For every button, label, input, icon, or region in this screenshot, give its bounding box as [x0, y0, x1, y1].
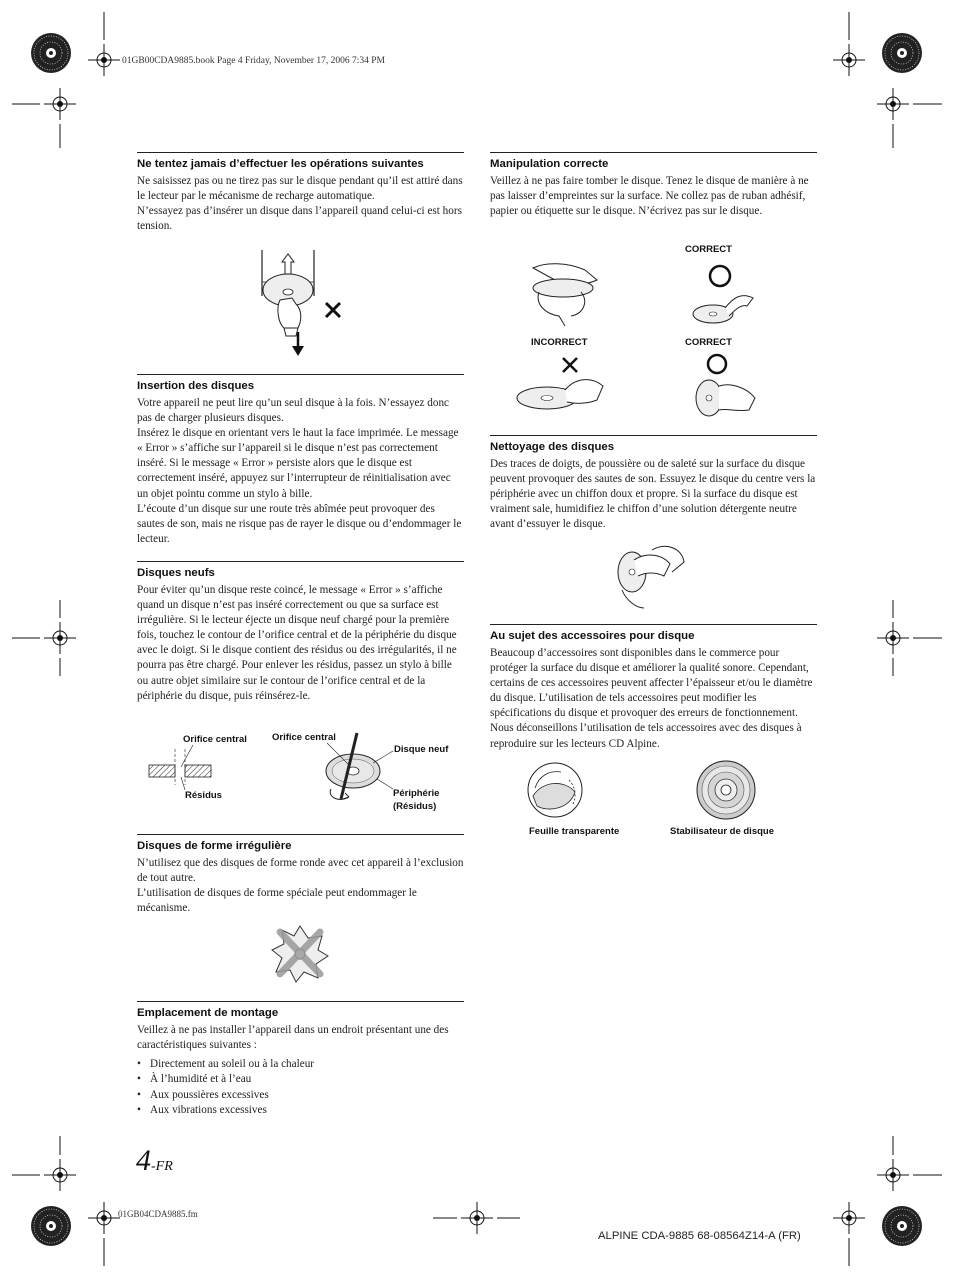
paragraph: Votre appareil ne peut lire qu’un seul disque à la fois. N’essayez donc pas de charger plusieurs disques.: [137, 397, 450, 425]
section-title-accessoires: Au sujet des accessoires pour disque: [490, 630, 695, 642]
list-item: • Aux poussières excessives: [137, 1088, 464, 1103]
figure-pull-disc-forbidden: [258, 248, 358, 358]
file-name: 01GB04CDA9885.fm: [118, 1209, 198, 1219]
figure-accessories: [525, 762, 765, 822]
fig-label-disque-neuf: Disque neuf: [394, 744, 449, 755]
paragraph: Beaucoup d’accessoires sont disponibles dans le commerce pour protéger la surface du disque et améliorer la qualité sonore. Cependant, certains de ces accessoires peuvent affecter l’épaisseur et/ou le diamètre du disque. L’utilisation de tels accessoires peut modifier les spécifications du disque et provoquer des erreurs de fonctionnement. Nous déconseillons l’utilisation de tels accessoires avec des disques à reproduire sur les lecteurs CD Alpine.: [490, 647, 813, 750]
fig-label-correct: CORRECT: [685, 337, 732, 348]
right-column-s1: [490, 152, 817, 219]
paragraph: Ne saisissez pas ou ne tirez pas sur le disque pendant qu’il est attiré dans le lecteur par le mécanisme de recharge automatique.: [137, 175, 463, 203]
left-column: [137, 152, 464, 234]
fig-label-residus: Résidus: [185, 790, 222, 801]
figure-handling: [515, 258, 775, 418]
fig-label-correct: CORRECT: [685, 244, 732, 255]
model-info: ALPINE CDA-9885 68-08564Z14-A (FR): [598, 1230, 801, 1242]
fig-label-stabilisateur: Stabilisateur de disque: [670, 826, 774, 837]
list-item: • Directement au soleil ou à la chaleur: [137, 1057, 464, 1072]
paragraph: Veillez à ne pas installer l’appareil dans un endroit présentant une des caractéristiques suivantes :: [137, 1024, 449, 1052]
paragraph: Insérez le disque en orientant vers le haut la face imprimée. Le message « Error » s’affiche sur l’appareil si le disque n’est pas correctement inséré. Si le message « Error » persiste alors que le disque est correctement inséré, appuyez sur l’interrupteur de réinitialisation avec un objet pointu comme un stylo à bille.: [137, 427, 459, 500]
fig-label-feuille-transparente: Feuille transparente: [529, 826, 620, 837]
left-column-s4: [137, 834, 464, 916]
page-number-suffix: -FR: [151, 1159, 173, 1174]
figure-disc-residues: [145, 745, 405, 815]
paragraph: N’utilisez que des disques de forme ronde avec cet appareil à l’exclusion de tout autre.: [137, 857, 464, 885]
page-number: [136, 1144, 173, 1178]
paragraph: L’utilisation de disques de forme spéciale peut endommager le mécanisme.: [137, 887, 417, 915]
section-title-forme-irreguliere: Disques de forme irrégulière: [137, 840, 292, 852]
figure-cleaning-disc: [612, 540, 692, 610]
page-number-digit: 4: [136, 1144, 151, 1177]
fig-label-peripherie-residus: (Résidus): [393, 801, 437, 812]
left-column-s5: [137, 1001, 464, 1118]
conditions-list: [137, 1057, 464, 1118]
section-title-manipulation: Manipulation correcte: [490, 158, 609, 170]
paragraph: N’essayez pas d’insérer un disque dans l’appareil quand celui-ci est hors tension.: [137, 205, 462, 233]
section-title-disques-neufs: Disques neufs: [137, 567, 215, 579]
paragraph: L’écoute d’un disque sur une route très abîmée peut provoquer des sautes de son, mais ne risque pas de rayer le disque ou d’endommager le lecteur.: [137, 502, 462, 545]
right-column-s3: [490, 624, 817, 752]
section-title-operations: Ne tentez jamais d’effectuer les opérations suivantes: [137, 158, 424, 170]
fig-label-peripherie: Périphérie: [393, 788, 440, 799]
list-item: • Aux vibrations excessives: [137, 1103, 464, 1118]
paragraph: Pour éviter qu’un disque reste coincé, le message « Error » s’affiche quand un disque n’est pas inséré correctement ou que sa surface est irrégulière. Si le lecteur éjecte un disque neuf chargé pour la première fois, touchez le contour de l’orifice central et de la périphérie du disque avec le doigt. Si le disque contient des résidus ou des irrégularités, il ne pourra pas être chargé. Pour enlever les résidus, passez un stylo à bille ou autre objet similaire sur le contour de l’orifice central et de la périphérie du disque, puis réinsérez-le.: [137, 584, 457, 702]
section-title-nettoyage: Nettoyage des disques: [490, 441, 615, 453]
fig-label-orifice-central: Orifice central: [183, 734, 247, 745]
right-column-s2: [490, 435, 817, 532]
paragraph: Veillez à ne pas faire tomber le disque. Tenez le disque de manière à ne pas laisser d’empreintes sur la surface. Ne collez pas de ruban adhésif, papier ou étiquette sur le disque. N’écrivez pas sur le disque.: [490, 175, 809, 218]
list-item: • À l’humidité et à l’eau: [137, 1072, 464, 1087]
figure-irregular-disc-forbidden: [270, 924, 330, 984]
fig-label-incorrect: INCORRECT: [531, 337, 588, 348]
section-title-emplacement: Emplacement de montage: [137, 1007, 279, 1019]
paragraph: Des traces de doigts, de poussière ou de saleté sur la surface du disque peuvent provoquer des sautes de son. Essuyez le disque du centre vers la périphérie avec un chiffon doux et propre. Si la surface du disque est vraiment sale, humidifiez le chiffon d’une solution détergente neutre avant d’essuyer le disque.: [490, 458, 816, 531]
left-column-s2: [137, 374, 464, 547]
left-column-s3: [137, 561, 464, 704]
section-title-insertion: Insertion des disques: [137, 380, 255, 392]
book-info-header: 01GB00CDA9885.book Page 4 Friday, November 17, 2006 7:34 PM: [122, 56, 385, 66]
fig-label-orifice-central: Orifice central: [272, 732, 336, 743]
